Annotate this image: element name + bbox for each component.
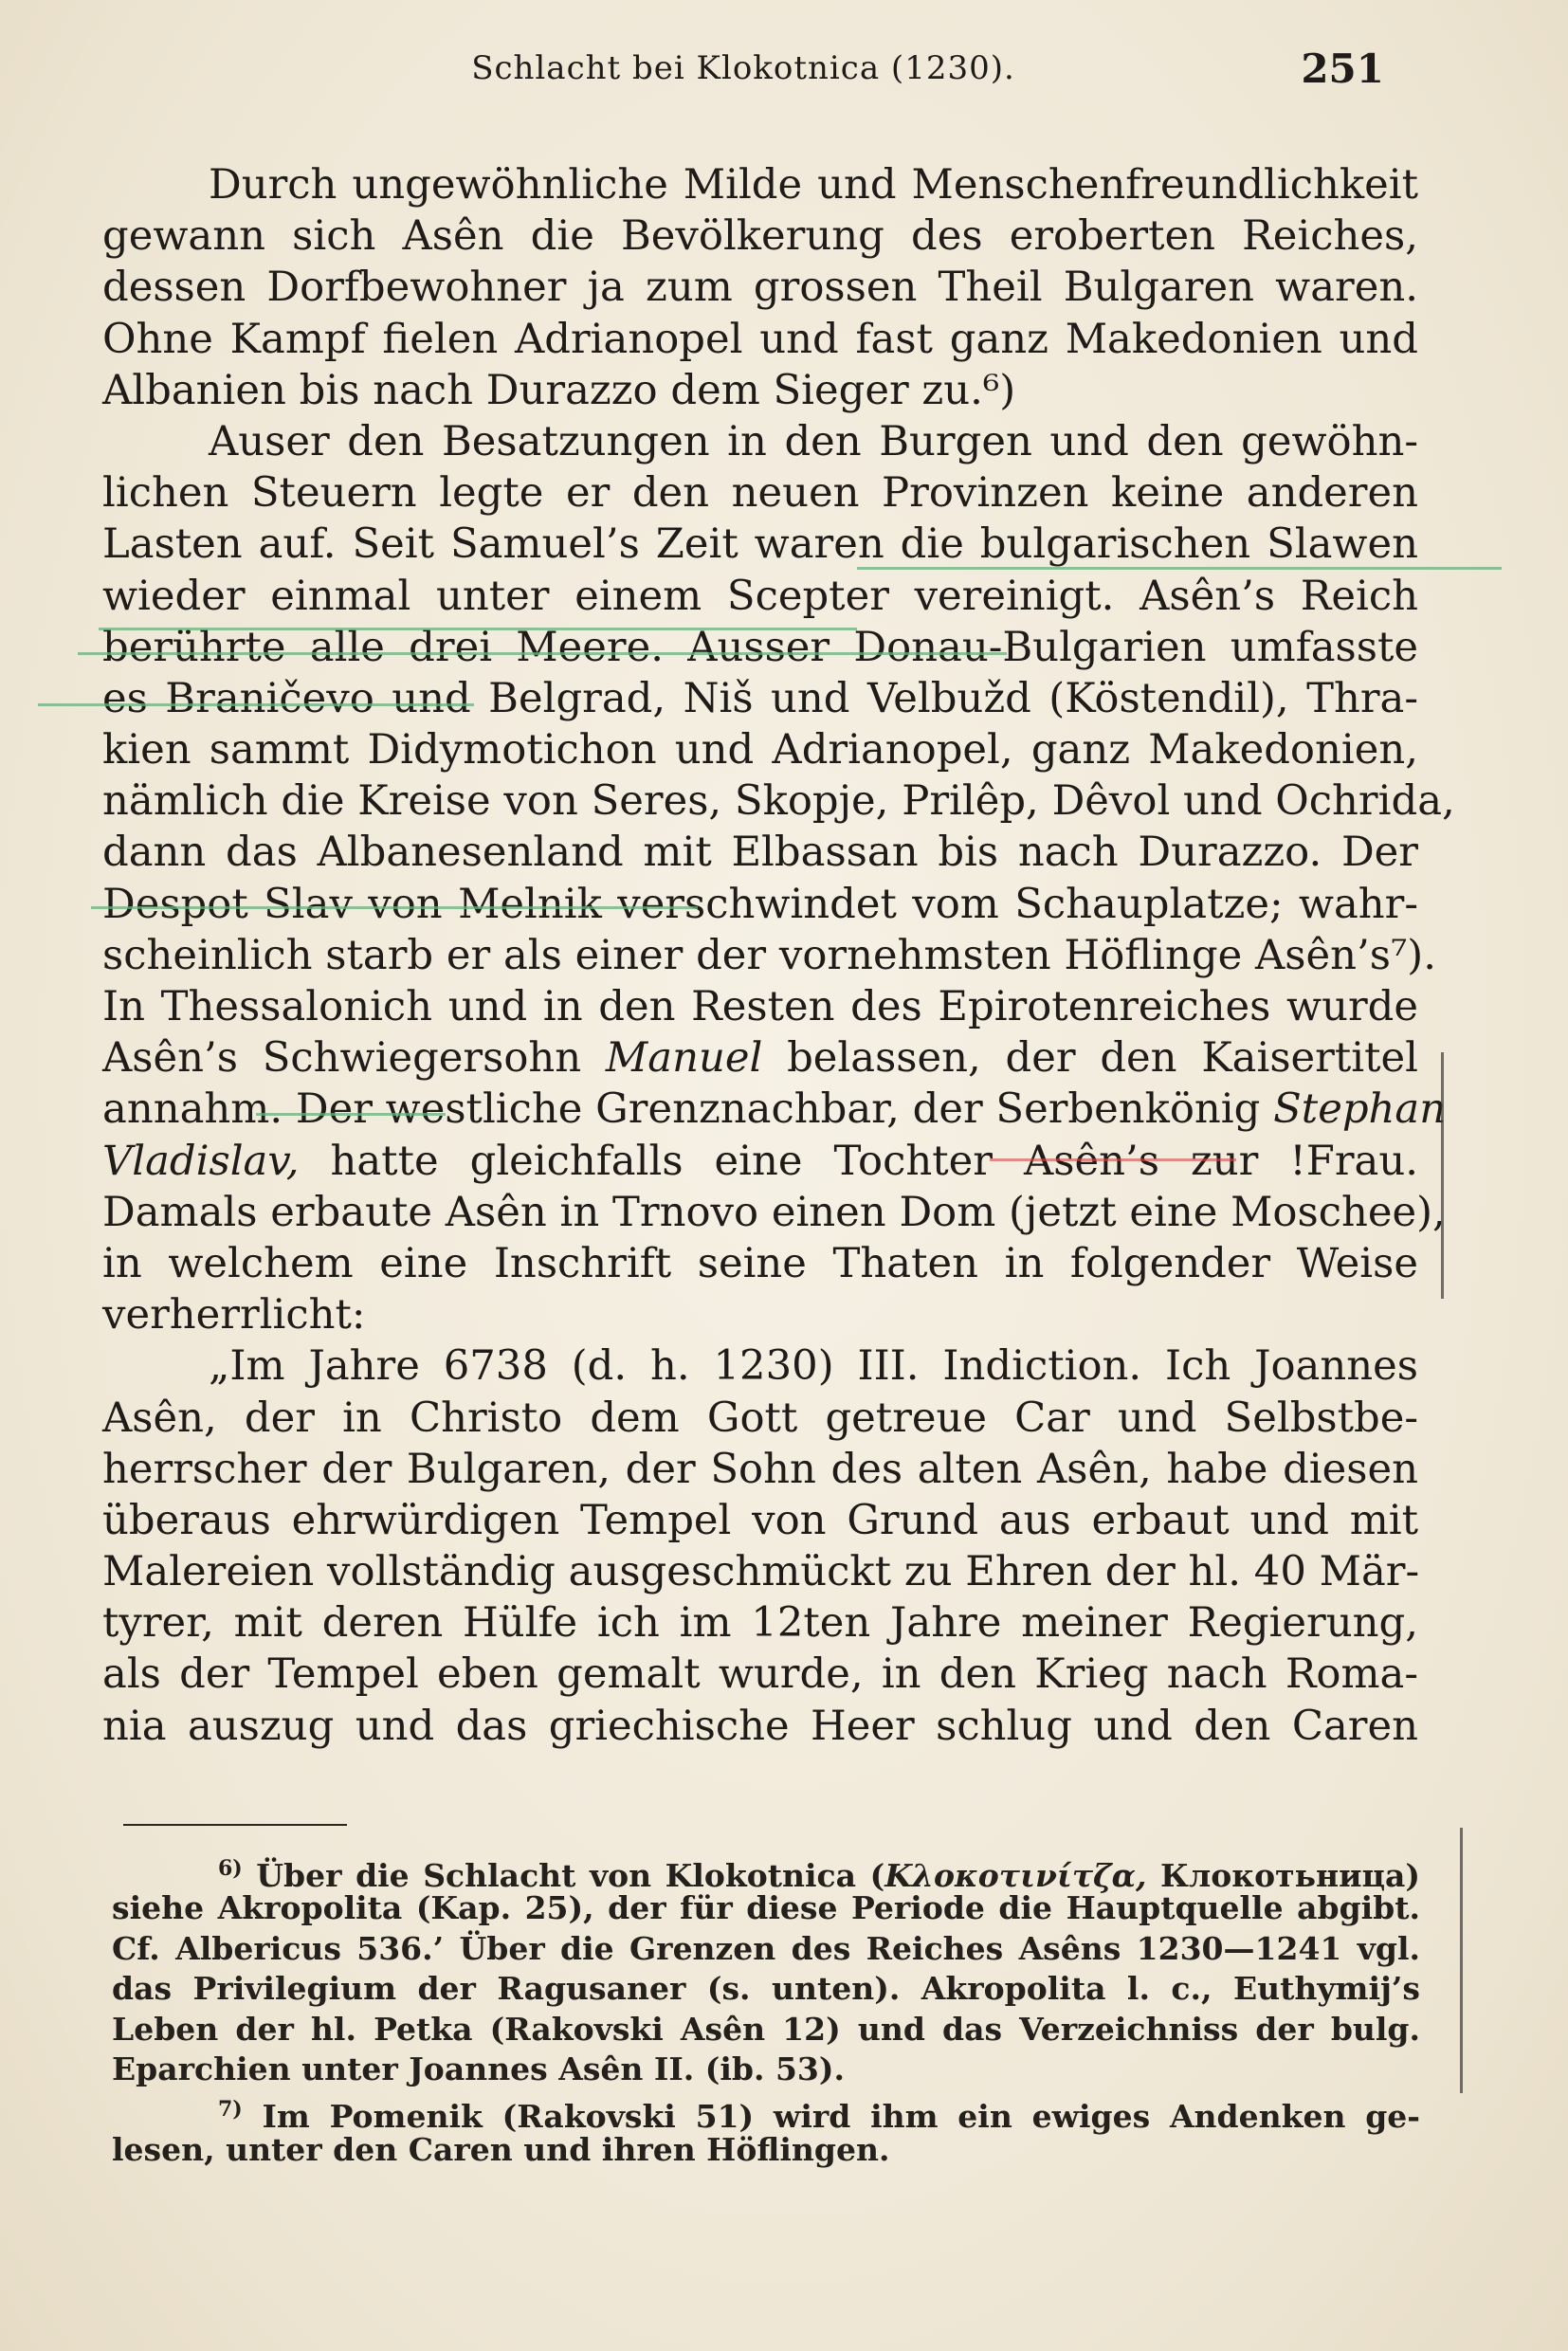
italic-name-manuel: Manuel (605, 1034, 763, 1083)
text-line: berührte alle drei Meere. Ausser Donau-Bulgarien umfasste (102, 623, 1418, 671)
footnote-line: lesen, unter den Caren und ihren Höflingen. (112, 2130, 890, 2168)
text-line: kien sammt Didymotichon und Adrianopel, ganz Makedonien, (102, 726, 1418, 775)
text-line: dessen Dorfbewohner ja zum grossen Theil Bulgaren waren. (102, 264, 1418, 312)
text-line: Ohne Kampf fielen Adrianopel und fast ganz Makedonien und (102, 315, 1418, 363)
red-pencil-underline (990, 1158, 1236, 1161)
text-line: überaus ehrwürdigen Tempel von Grund aus erbaut und mit (102, 1496, 1418, 1544)
text-line: lichen Steuern legte er den neuen Provinzen keine anderen (102, 469, 1418, 518)
text-line: Malereien vollständig ausgeschmückt zu Ehren der hl. 40 Mär- (102, 1548, 1420, 1596)
running-title: Schlacht bei Klokotnica (1230). (471, 49, 1015, 87)
text-line: Asên, der in Christo dem Gott getreue Car und Selbstbe- (102, 1394, 1418, 1442)
green-pencil-underline (857, 567, 1502, 570)
text-line: Damals erbaute Asên in Trnovo einen Dom (jetzt eine Moschee), (102, 1188, 1446, 1236)
text-line: dann das Albanesenland mit Elbassan bis nach Durazzo. Der (102, 829, 1418, 877)
footnote-separator (123, 1824, 347, 1826)
italic-name-stephan: Stephan (1273, 1085, 1447, 1134)
text-segment: annahm. Der westliche Grenznachbar, der Serbenkönig (102, 1085, 1261, 1134)
text-line: es Braničevo und Belgrad, Niš und Velbužd (Köstendil), Thra- (102, 674, 1418, 722)
text-segment: Asên’s Schwiegersohn (102, 1034, 582, 1083)
text-line: In Thessalonich und in den Resten des Epirotenreiches wurde (102, 983, 1418, 1030)
footnote-segment: Über die Schlacht von Klokotnica ( (256, 1857, 885, 1894)
cyrillic-term: Клокотьница) (1146, 1857, 1420, 1894)
text-line: Despot Slav von Melnik verschwindet vom Schauplatze; wahr- (102, 880, 1418, 928)
footnote-line (112, 2089, 1421, 2136)
green-pencil-underline (99, 628, 857, 630)
footnote-segment: Im Pomenik (Rakovski 51) wird ihm ein ewiges Andenken ge- (262, 2098, 1421, 2136)
text-line: in welchem eine Inschrift seine Thaten in folgender Weise (102, 1239, 1418, 1287)
text-line: scheinlich starb er als einer der vornehmsten Höflinge Asên’s⁷). (102, 931, 1436, 979)
green-pencil-underline (91, 906, 698, 909)
page-number: 251 (1301, 46, 1384, 92)
footnote-marker: 7) (218, 2097, 243, 2123)
footnote-marker: 6) (218, 1856, 243, 1881)
text-line: herrscher der Bulgaren, der Sohn des alten Asên, habe diesen (102, 1445, 1418, 1493)
text-line (102, 1084, 1447, 1135)
text-segment: hatte gleichfalls eine Tochter Asên’s zur !Frau. (330, 1137, 1418, 1185)
text-line: Auser den Besatzungen in den Burgen und den gewöhn- (209, 417, 1418, 465)
text-line: Lasten auf. Seit Samuel’s Zeit waren die bulgarischen Slawen (102, 520, 1418, 569)
footnote-line: siehe Akropolita (Kap. 25), der für diese Periode die Hauptquelle abgibt. (112, 1889, 1420, 1927)
page-header (102, 46, 1384, 106)
text-line: wieder einmal unter einem Scepter vereinigt. Asên’s Reich (102, 572, 1418, 620)
margin-pencil-line (1441, 1052, 1444, 1299)
text-line: als der Tempel eben gemalt wurde, in den Krieg nach Roma- (102, 1650, 1418, 1699)
margin-pencil-line (1460, 1828, 1463, 2093)
footnote-line: das Privilegium der Ragusaner (s. unten). Akropolita l. c., Euthymij’s (112, 1970, 1420, 2008)
footnotes (112, 1849, 1420, 2170)
text-line: gewann sich Asên die Bevölkerung des eroberten Reiches, (102, 212, 1418, 261)
text-line: nämlich die Kreise von Seres, Skopje, Prilêp, Dêvol und Ochrida, (102, 777, 1455, 826)
text-line: verherrlicht: (102, 1291, 366, 1340)
main-text (102, 159, 1455, 1752)
footnote-line (112, 1849, 1420, 1894)
footnote-line: Leben der hl. Petka (Rakovski Asên 12) und das Verzeichniss der bulg. (112, 2010, 1420, 2048)
text-line: nia auszug und das griechische Heer schlug und den Caren (102, 1702, 1418, 1750)
green-pencil-underline (38, 703, 474, 706)
text-line (102, 1032, 1418, 1084)
footnote-line: Cf. Albericus 536.’ Über die Grenzen des Reiches Asêns 1230—1241 vgl. (112, 1929, 1420, 1967)
text-line: Albanien bis nach Durazzo dem Sieger zu.⁶) (102, 366, 1016, 414)
text-line: „Im Jahre 6738 (d. h. 1230) III. Indiction. Ich Joannes (209, 1342, 1418, 1391)
italic-name-vladislav: Vladislav, (102, 1137, 300, 1185)
text-line: Durch ungewöhnliche Milde und Menschenfreundlichkeit (209, 161, 1418, 209)
text-segment: belassen, der den Kaisertitel (787, 1034, 1418, 1083)
green-pencil-underline (78, 652, 1007, 655)
greek-term: Κλοκοτινίτζα, (884, 1857, 1147, 1894)
footnote-line: Eparchien unter Joannes Asên II. (ib. 53). (112, 2050, 845, 2087)
text-line: tyrer, mit deren Hülfe ich im 12ten Jahre meiner Regierung, (102, 1599, 1418, 1648)
green-pencil-underline (256, 1113, 446, 1116)
